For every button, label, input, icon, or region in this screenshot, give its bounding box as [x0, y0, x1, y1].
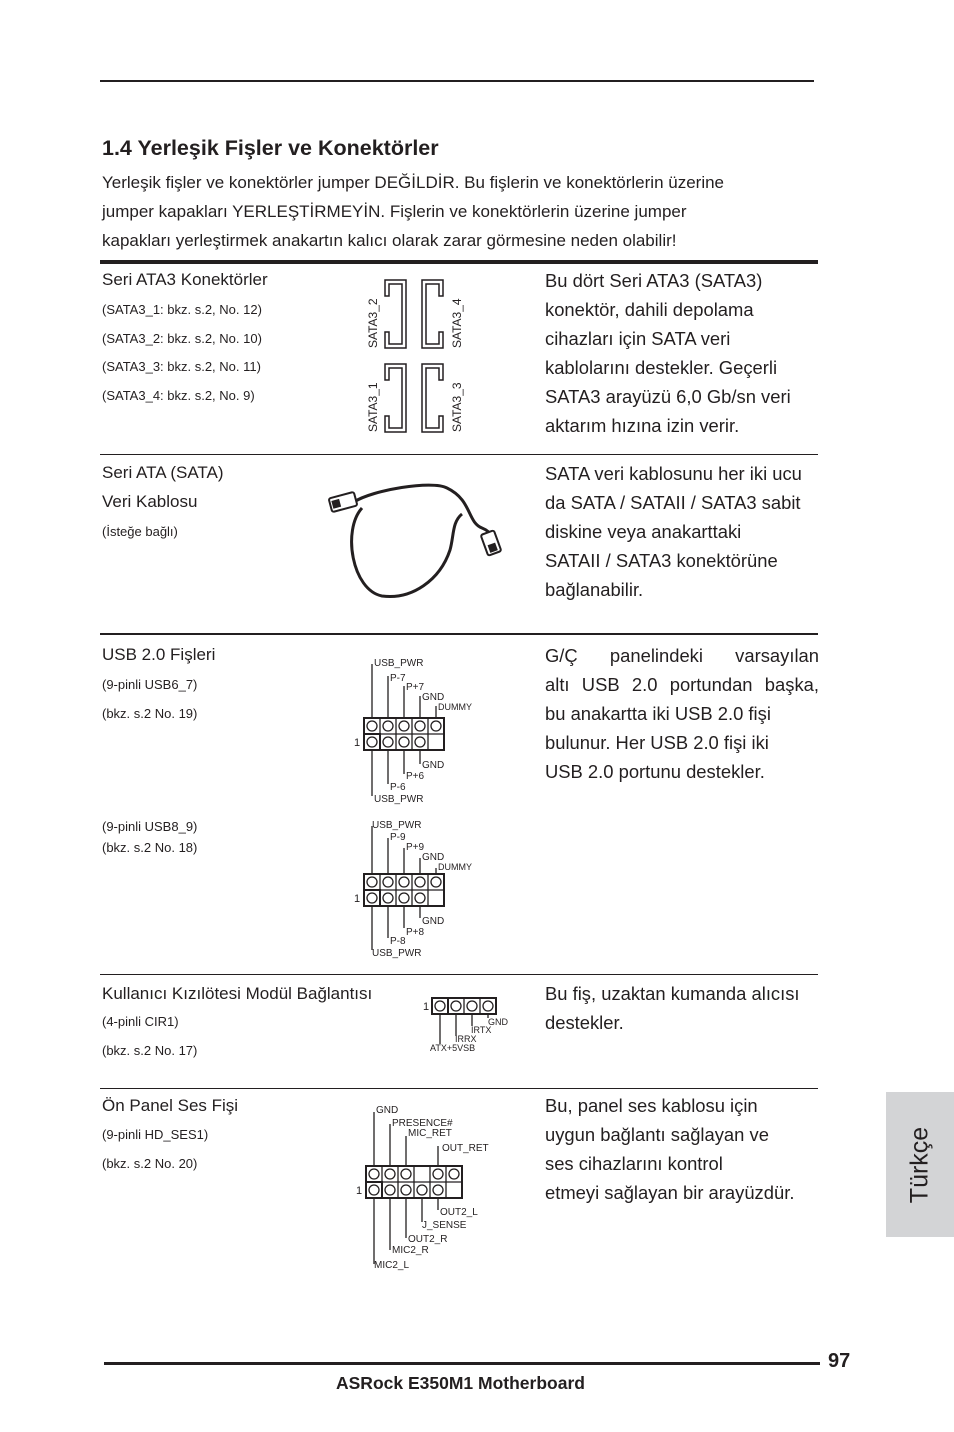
usb-pin-label: P+6 — [406, 771, 425, 782]
sata3-2-label: SATA3_2 — [366, 298, 380, 348]
top-rule — [100, 80, 814, 82]
usb-pin-label: P-7 — [390, 673, 406, 684]
usb-pin-label: P+7 — [406, 682, 425, 693]
desc-line: USB 2.0 portunu destekler. — [545, 761, 765, 782]
usb-ref: (9-pinli USB6_7) — [102, 677, 198, 692]
desc-line: G/Ç panelindeki varsayılan — [545, 645, 819, 666]
intro-line: jumper kapakları YERLEŞTİRMEYİN. Fişlerin ve konektörlerin üzerine jumper — [102, 202, 687, 221]
cir-header-diagram — [420, 992, 520, 1056]
intro-line: kapakları yerleştirmek anakartın kalıcı olarak zarar görmesine neden olabilir! — [102, 231, 677, 250]
usb-pin-label: DUMMY — [438, 862, 472, 872]
section-divider — [100, 454, 818, 455]
sata3-ref: (SATA3_1: bkz. s.2, No. 12) — [102, 302, 262, 317]
usb-pin-label: GND — [422, 692, 445, 703]
desc-line: Bu dört Seri ATA3 (SATA3) — [545, 270, 763, 291]
audio-description — [545, 1091, 794, 1207]
audio-pin-label: J_SENSE — [422, 1220, 467, 1231]
desc-line: kablolarını destekler. Geçerli — [545, 357, 778, 378]
sata3-ref: (SATA3_4: bkz. s.2, No. 9) — [102, 388, 255, 403]
cir-ref: (4-pinli CIR1) — [102, 1014, 179, 1029]
usb-pin-label: P-9 — [390, 832, 406, 843]
cir-ref: (bkz. s.2 No. 17) — [102, 1043, 198, 1058]
page-number: 97 — [828, 1350, 851, 1372]
section-intro — [102, 168, 724, 255]
sata-cable-label: Seri ATA (SATA) — [102, 463, 224, 482]
audio-pin-label: OUT2_L — [440, 1207, 478, 1218]
sata3-3-connector — [422, 364, 443, 432]
desc-line: bu anakartta iki USB 2.0 fişi — [545, 703, 771, 724]
usb-pin-label: DUMMY — [438, 702, 472, 712]
audio-label: Ön Panel Ses Fişi — [102, 1096, 239, 1115]
desc-line: altı USB 2.0 portundan başka, — [545, 674, 819, 695]
usb-label: USB 2.0 Fişleri — [102, 645, 216, 664]
usb-pin-label: USB_PWR — [374, 658, 424, 669]
desc-line: destekler. — [545, 1012, 624, 1033]
sata3-ref: (SATA3_2: bkz. s.2, No. 10) — [102, 331, 262, 346]
desc-line: Bu fiş, uzaktan kumanda alıcısı — [545, 983, 800, 1004]
usb-ref: (bkz. s.2 No. 19) — [102, 706, 198, 721]
section-title: 1.4 Yerleşik Fişler ve Konektörler — [102, 136, 439, 160]
cir-pin-label: GND — [488, 1017, 508, 1027]
sata-cable-illustration — [322, 470, 512, 600]
cir-description — [545, 979, 800, 1037]
audio-pin-label: OUT_RET — [442, 1143, 489, 1154]
desc-line: bulunur. Her USB 2.0 fişi iki — [545, 732, 769, 753]
audio-ref: (9-pinli HD_SES1) — [102, 1127, 209, 1142]
desc-line: aktarım hızına izin verir. — [545, 415, 740, 436]
desc-line: Bu, panel ses kablosu için — [545, 1095, 758, 1116]
audio-pin-label: GND — [376, 1105, 399, 1116]
cir-pin-label: IRRX — [455, 1034, 477, 1044]
usb-pin-label: USB_PWR — [372, 948, 422, 959]
usb-header-diagram — [350, 654, 500, 810]
desc-line: SATAII / SATA3 konektörüne — [545, 550, 778, 571]
footer-rule — [104, 1362, 820, 1365]
footer-title: ASRock E350M1 Motherboard — [336, 1373, 585, 1393]
sata3-2-connector — [385, 280, 406, 348]
usb-pin-label: USB_PWR — [372, 820, 422, 831]
usb-pin-label: P-6 — [390, 782, 406, 793]
usb-pin-label: GND — [422, 760, 445, 771]
usb-pin-label: P+9 — [406, 842, 425, 853]
sata3-4-connector — [422, 280, 443, 348]
usb-pin-label: GND — [422, 916, 445, 927]
sata-cable-note: (İsteğe bağlı) — [102, 524, 178, 539]
section-divider — [100, 974, 818, 975]
cir-pin1-label: 1 — [423, 1001, 430, 1013]
audio-pin-label: PRESENCE# — [392, 1118, 453, 1129]
sata3-1-connector — [385, 364, 406, 432]
audio-pin-label: MIC2_L — [374, 1260, 410, 1271]
desc-line: bağlanabilir. — [545, 579, 644, 600]
audio-header-diagram — [352, 1100, 512, 1276]
sata3-4-label: SATA3_4 — [450, 298, 464, 348]
usb-pin-label: USB_PWR — [374, 794, 424, 805]
usb-pin1-label: 1 — [354, 737, 361, 749]
cir-label: Kullanıcı Kızılötesi Modül Bağlantısı — [102, 984, 373, 1003]
sata3-3-label: SATA3_3 — [450, 382, 464, 432]
desc-line: uygun bağlantı sağlayan ve — [545, 1124, 769, 1145]
sata3-1-label: SATA3_1 — [366, 382, 380, 432]
usb-pin-label: P-8 — [390, 936, 406, 947]
usb-ref: (bkz. s.2 No. 18) — [102, 840, 198, 855]
sata3-description — [545, 266, 791, 440]
sata-cable-description — [545, 459, 802, 604]
sata3-label: Seri ATA3 Konektörler — [102, 270, 268, 289]
audio-pin-label: MIC2_R — [392, 1245, 429, 1256]
audio-pin1-label: 1 — [356, 1185, 363, 1197]
desc-line: da SATA / SATAII / SATA3 sabit — [545, 492, 801, 513]
section-divider — [100, 1088, 818, 1089]
desc-line: SATA veri kablosunu her iki ucu — [545, 463, 802, 484]
usb-header-diagram — [350, 816, 500, 962]
desc-line: etmeyi sağlayan bir arayüzdür. — [545, 1182, 795, 1203]
usb-pin1-label: 1 — [354, 893, 361, 905]
language-tab-label: Türkçe — [905, 1126, 934, 1203]
usb-pin-label: GND — [422, 852, 445, 863]
desc-line: konektör, dahili depolama — [545, 299, 754, 320]
cir-pin-label: ATX+5VSB — [430, 1043, 476, 1053]
desc-line: diskine veya anakarttaki — [545, 521, 742, 542]
audio-pin-label: MIC_RET — [408, 1128, 452, 1139]
sata3-ref: (SATA3_3: bkz. s.2, No. 11) — [102, 359, 261, 374]
intro-line: Yerleşik fişler ve konektörler jumper DEĞİLDİR. Bu fişlerin ve konektörlerin üzerine — [102, 173, 725, 192]
audio-pin-label: OUT2_R — [408, 1234, 448, 1245]
cir-pin-label: IRTX — [471, 1025, 492, 1035]
language-tab — [886, 1092, 954, 1237]
section-divider — [100, 633, 818, 635]
sata3-connectors-diagram — [360, 276, 480, 438]
usb-ref: (9-pinli USB8_9) — [102, 819, 198, 834]
desc-line: ses cihazlarını kontrol — [545, 1153, 723, 1174]
desc-line: cihazları için SATA veri — [545, 328, 731, 349]
desc-line: SATA3 arayüzü 6,0 Gb/sn veri — [545, 386, 791, 407]
sata-cable-label: Veri Kablosu — [102, 492, 198, 511]
audio-ref: (bkz. s.2 No. 20) — [102, 1156, 198, 1171]
thick-divider — [100, 260, 818, 264]
usb-pin-label: P+8 — [406, 927, 425, 938]
usb-description — [545, 641, 819, 786]
